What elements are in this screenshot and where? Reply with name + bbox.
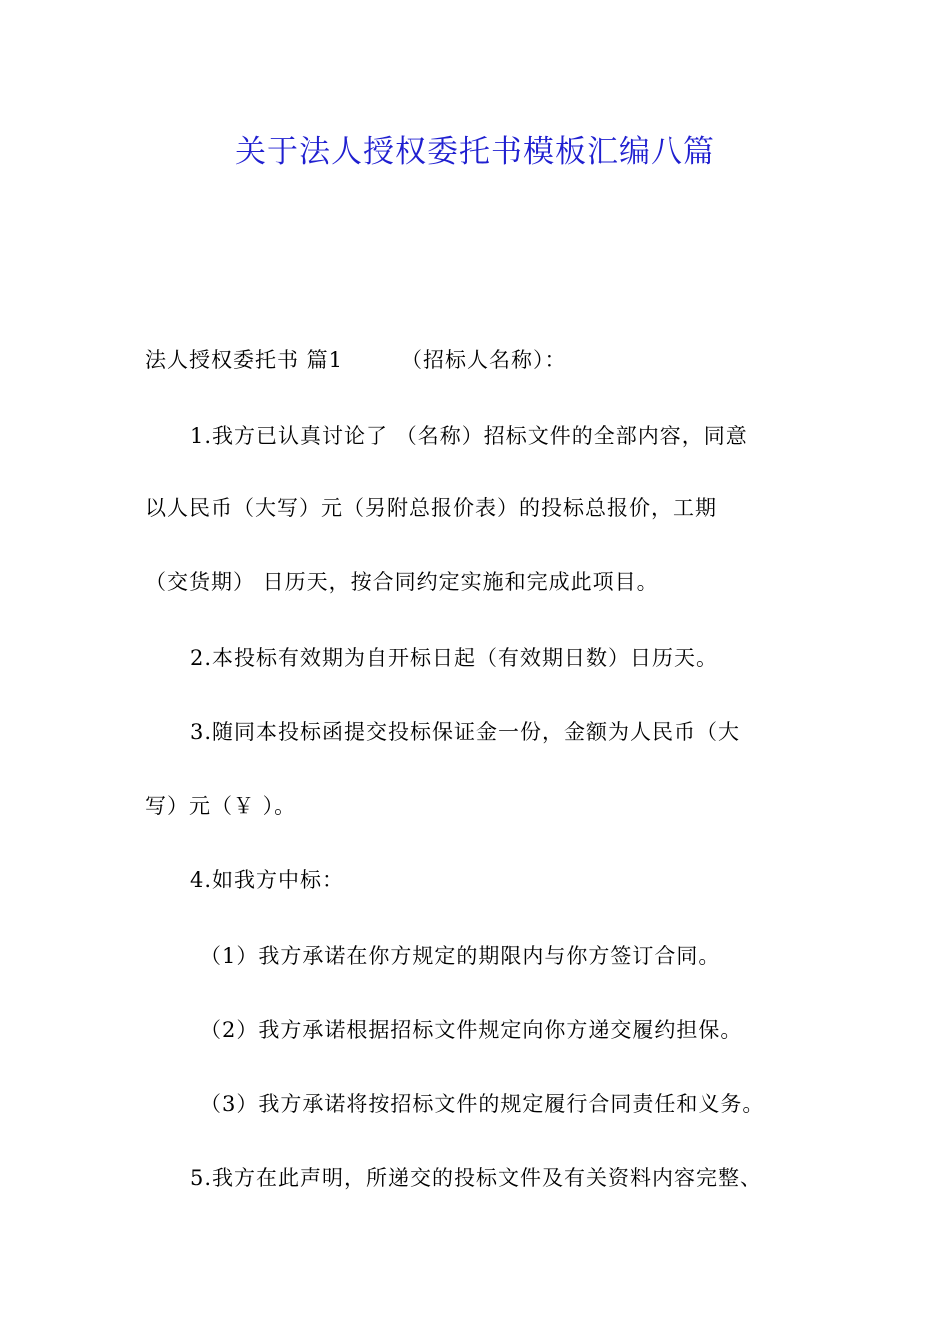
paragraph-line-1: 1.我方已认真讨论了 （名称）招标文件的全部内容，同意 <box>190 424 748 448</box>
list-item-3: （3）我方承诺将按招标文件的规定履行合同责任和义务。 <box>200 1092 765 1116</box>
document-title: 关于法人授权委托书模板汇编八篇 <box>235 134 715 170</box>
paragraph-line-8: 5.我方在此声明，所递交的投标文件及有关资料内容完整、 <box>190 1166 763 1190</box>
addressee-label: （招标人名称）： <box>401 348 567 372</box>
paragraph-line-6: 写）元（￥ ）。 <box>145 794 297 818</box>
section-heading <box>145 344 825 376</box>
paragraph-line-5: 3.随同本投标函提交投标保证金一份，金额为人民币（大 <box>190 720 741 744</box>
section-heading-label: 法人授权委托书 篇1 <box>145 348 344 372</box>
list-item-2: （2）我方承诺根据招标文件规定向你方递交履约担保。 <box>200 1018 743 1042</box>
paragraph-line-7: 4.如我方中标： <box>190 868 345 892</box>
list-item-1: （1）我方承诺在你方规定的期限内与你方签订合同。 <box>200 944 721 968</box>
paragraph-line-2: 以人民币（大写）元（另附总报价表）的投标总报价，工期 <box>145 496 717 520</box>
paragraph-line-3: （交货期） 日历天，按合同约定实施和完成此项目。 <box>145 570 659 594</box>
paragraph-line-4: 2.本投标有效期为自开标日起（有效期日数）日历天。 <box>190 646 719 670</box>
